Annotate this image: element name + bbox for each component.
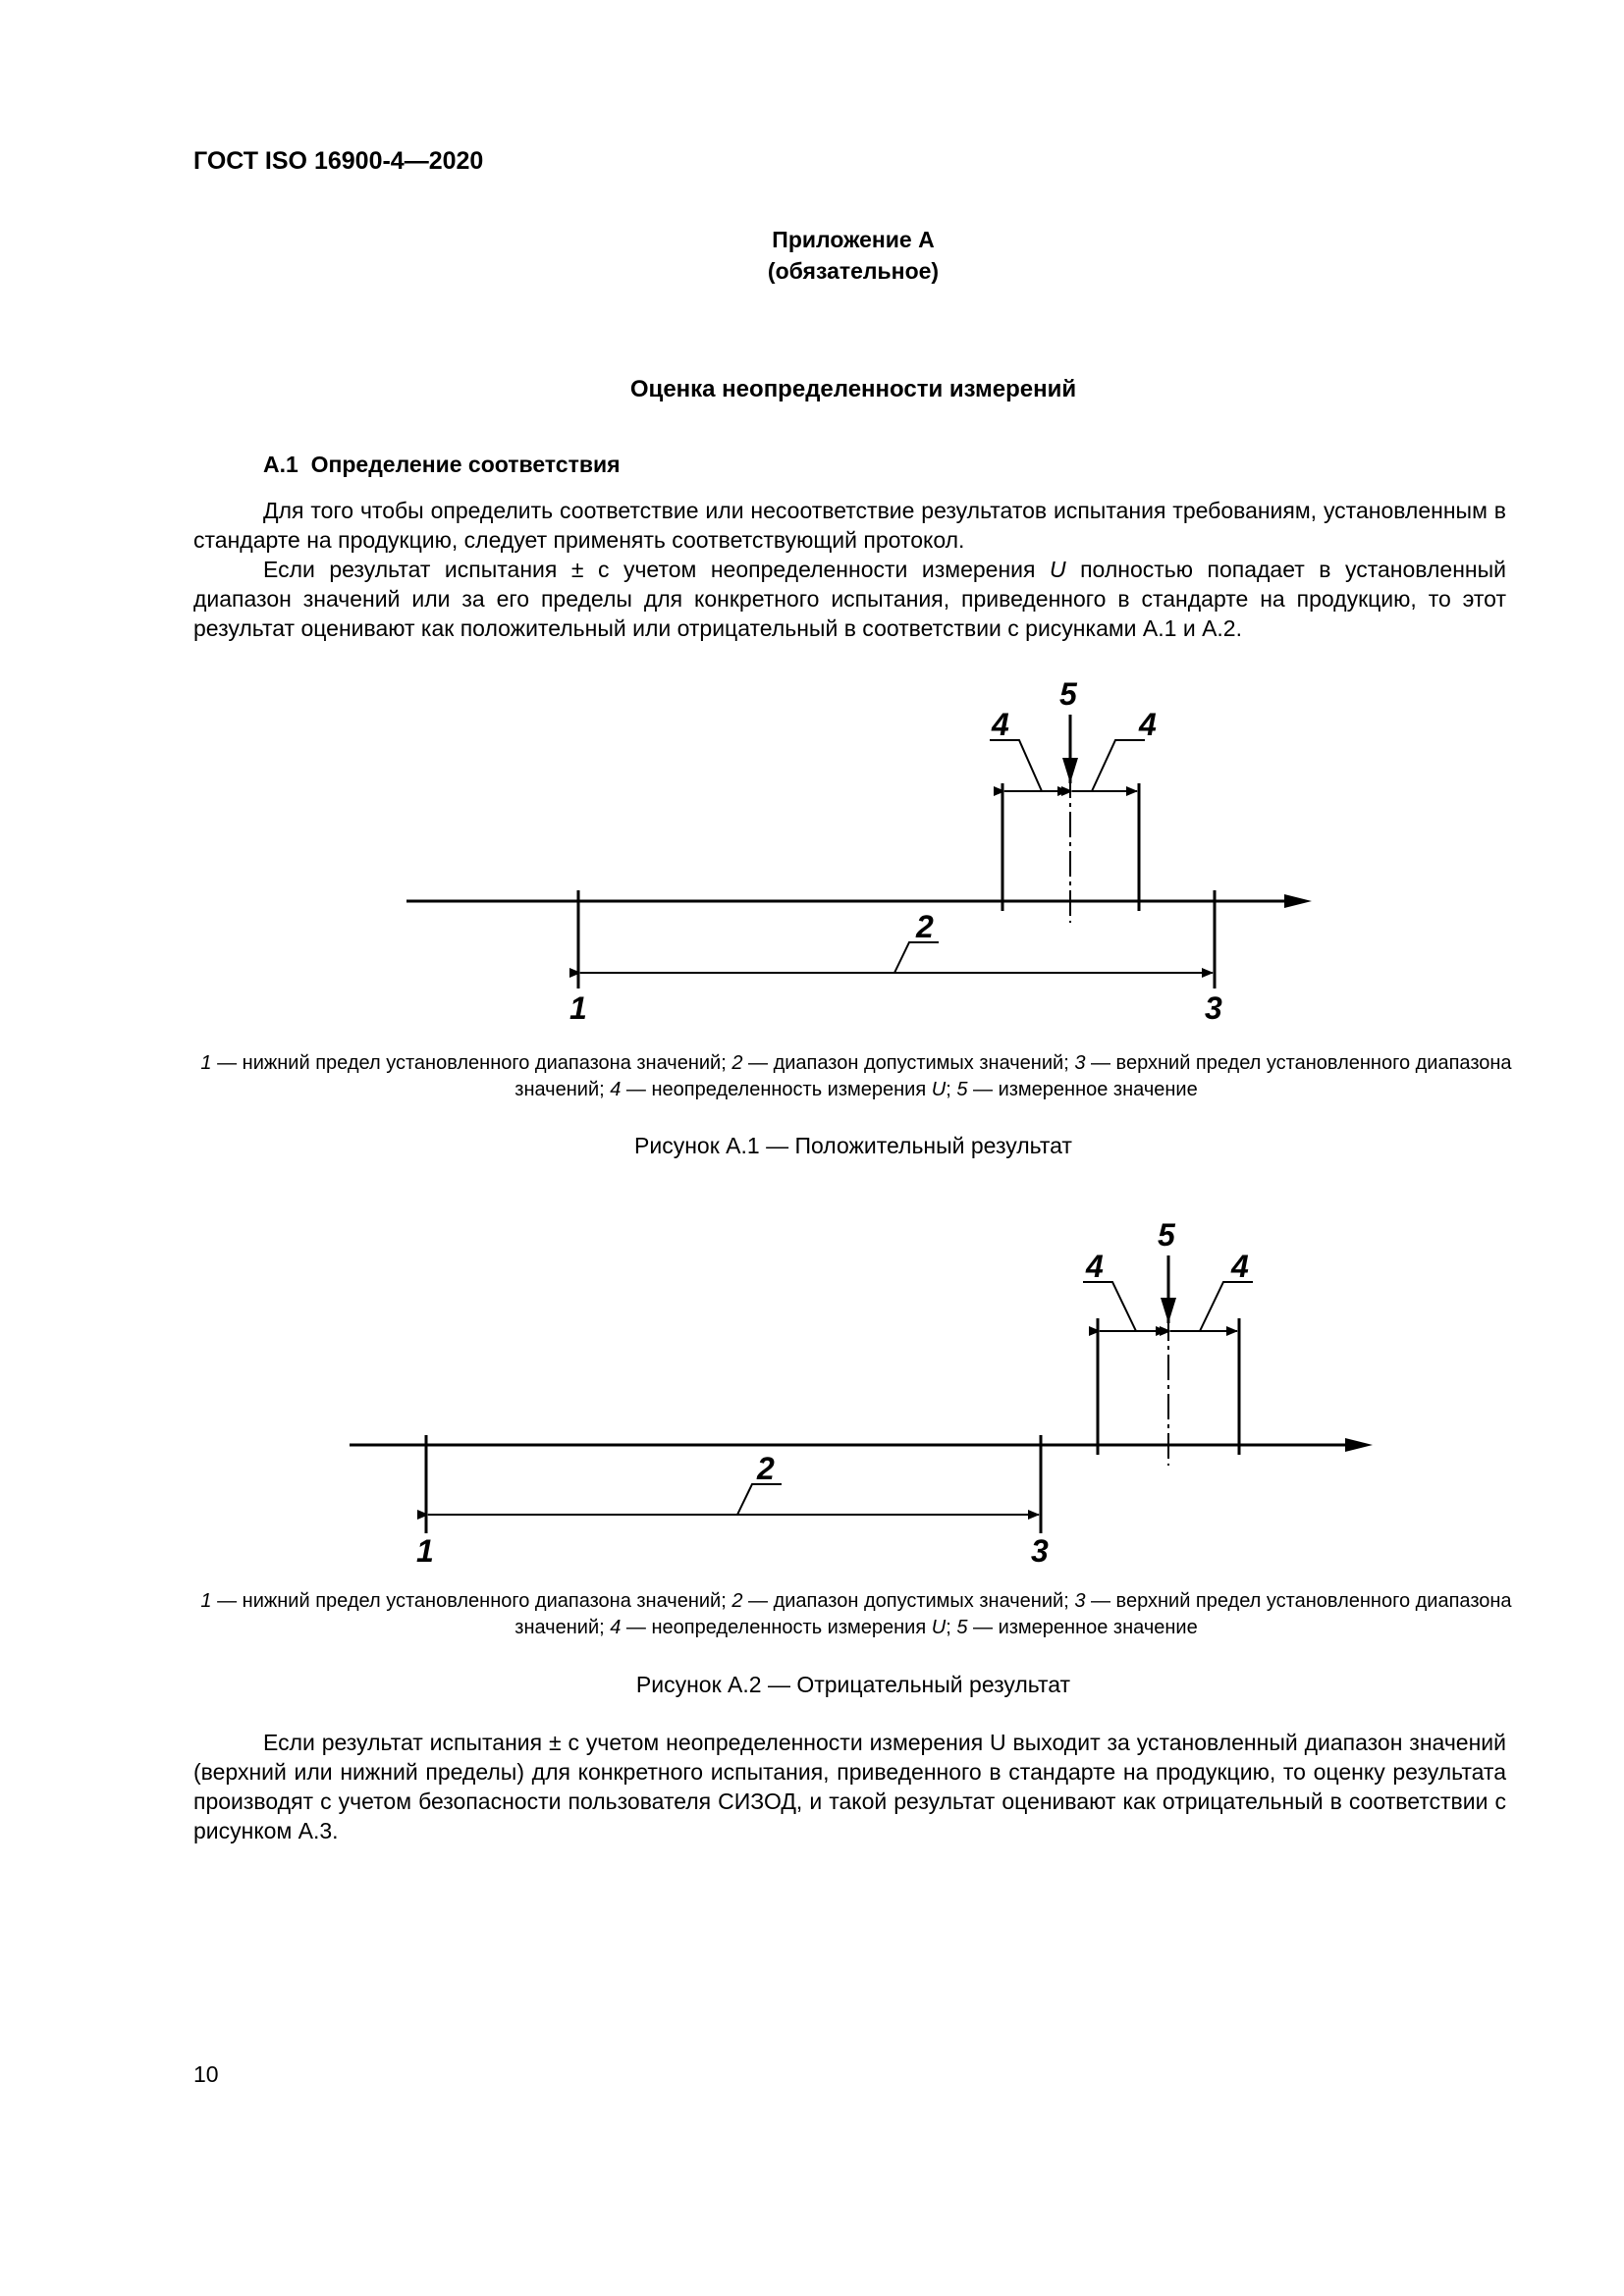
figure-a2-axis: [350, 1438, 1373, 1452]
figure-a2-label-4-right: 4: [1231, 1249, 1249, 1284]
figure-a2-label-2: 2: [757, 1451, 775, 1486]
figure-a1-diagram: [0, 658, 1624, 1031]
appendix-heading: [0, 224, 1624, 287]
figure-a1-axis: [406, 894, 1312, 908]
subsection-title: Определение соответствия: [310, 452, 621, 477]
intro-text: [193, 496, 1506, 643]
figure-a1-caption: Рисунок А.1 — Положительный результат: [634, 1133, 1072, 1158]
figure-a1-label-4-left: 4: [992, 707, 1009, 742]
figure-a2-leader-2: [737, 1484, 782, 1515]
subsection-number: А.1: [263, 452, 298, 477]
figure-a1-leader-4-right: [1092, 740, 1145, 791]
figure-a2-label-1: 1: [416, 1533, 434, 1569]
paragraph-1: Для того чтобы определить соответствие или несоответствие результатов испытания требованиям, установленным в стандарте на продукцию, следует применять соответствующий протокол.: [193, 498, 1506, 553]
figure-a2-legend: 1 — нижний предел установленного диапазона значений; 2 — диапазон допустимых значений; 3 — верхний предел установленного диапазона значений; 4 — неопределенность измерения U; 5 — измеренное значение: [200, 1590, 1512, 1638]
closing-text: [193, 1728, 1506, 1845]
figure-a1-legend: 1 — нижний предел установленного диапазона значений; 2 — диапазон допустимых значений; 3 — верхний предел установленного диапазона значений; 4 — неопределенность измерения U; 5 — измеренное значение: [200, 1052, 1512, 1100]
appendix-status: (обязательное): [767, 258, 940, 284]
figure-a1-label-2: 2: [916, 909, 934, 944]
figure-a2-caption: Рисунок А.2 — Отрицательный результат: [635, 1672, 1071, 1697]
figure-a1-label-1: 1: [569, 990, 587, 1026]
page-number: 10: [193, 2061, 219, 2087]
figure-a1-leader-4-left: [990, 740, 1042, 791]
appendix-title: Приложение А: [772, 227, 935, 252]
figure-a2-label-4-left: 4: [1086, 1249, 1104, 1284]
figure-a2-leader-4-left: [1083, 1282, 1136, 1331]
paragraph-2: Если результат испытания ± с учетом неопределенности измерения U полностью попадает в установленный диапазон значений или за его пределы для конкретного испытания, приведенного в стандарте на продукцию, то этот результат оценивают как положительный или отрицательный в соответствии с рисунками А.1 и А.2.: [193, 557, 1506, 641]
figure-a1-label-4-right: 4: [1139, 707, 1157, 742]
document-header: ГОСТ ISO 16900-4—2020: [193, 147, 484, 175]
figure-a1-label-5: 5: [1059, 676, 1077, 712]
subsection-heading: [263, 452, 621, 478]
figure-a2-label-3: 3: [1031, 1533, 1049, 1569]
figure-a1-leader-2: [894, 942, 939, 973]
figure-a1-label-3: 3: [1205, 990, 1222, 1026]
figure-a2-label-5: 5: [1158, 1217, 1175, 1253]
figure-a2-leader-4-right: [1200, 1282, 1253, 1331]
section-title: Оценка неопределенности измерений: [629, 376, 1077, 402]
paragraph-3: Если результат испытания ± с учетом неопределенности измерения U выходит за установленный диапазон значений (верхний или нижний пределы) для конкретного испытания, приведенного в стандарте на продукцию, то оценку результата производят с учетом безопасности пользователя СИЗОД, и такой результат оценивают как отрицательный в соответствии с рисунком А.3.: [193, 1730, 1506, 1843]
figure-a2-diagram: [0, 1198, 1624, 1571]
